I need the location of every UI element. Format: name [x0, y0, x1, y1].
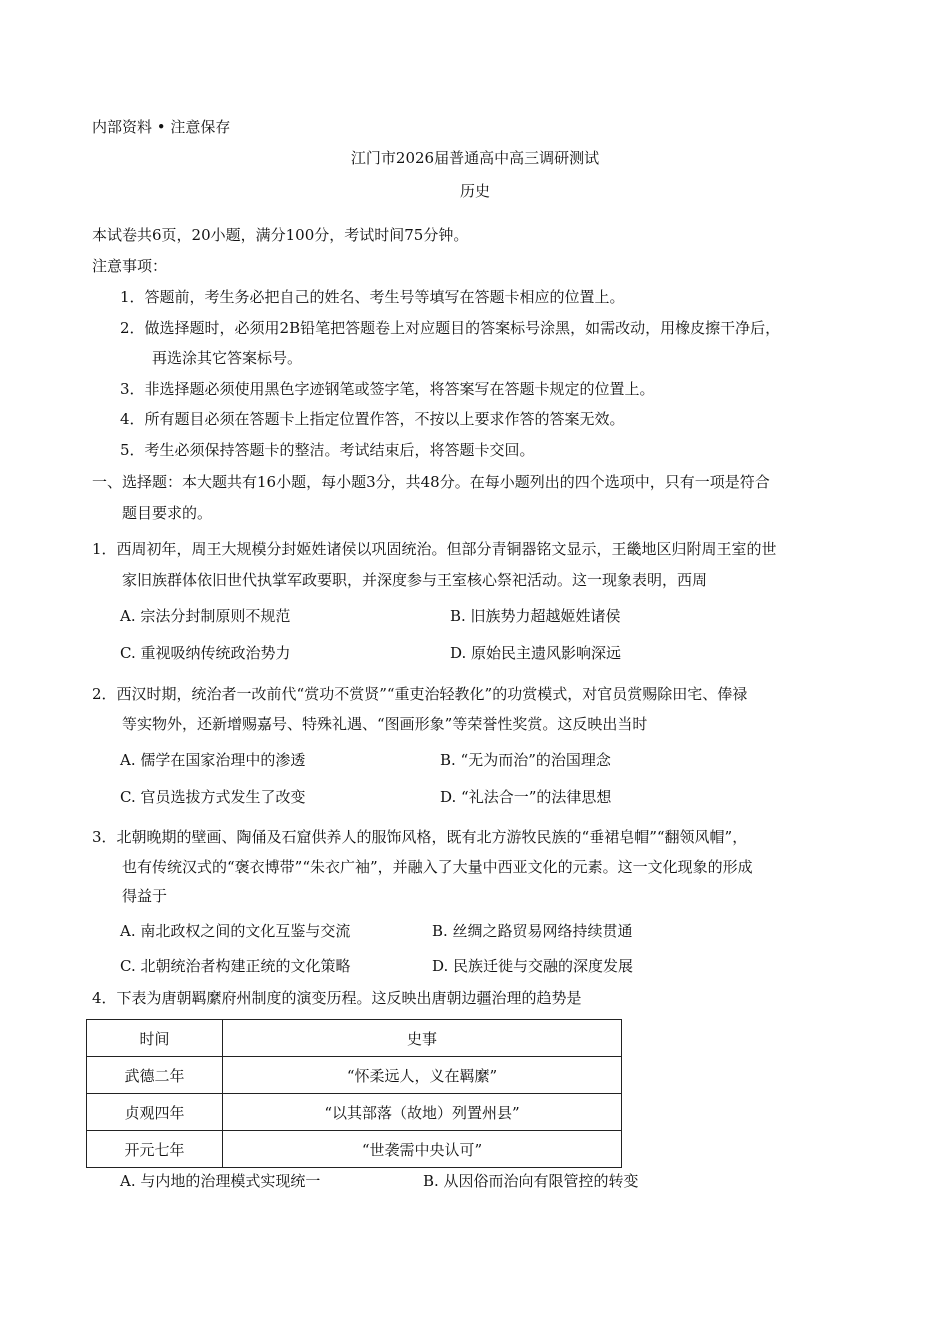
question-3-option-b: B. 丝绸之路贸易网络持续贯通 — [432, 922, 633, 940]
table-row — [87, 1057, 622, 1094]
table-row — [87, 1131, 622, 1168]
table-row — [87, 1094, 622, 1131]
exam-subject: 历史 — [459, 182, 490, 200]
question-1-option-b: B. 旧族势力超越姬姓诸侯 — [450, 607, 621, 625]
note-item: 3．非选择题必须使用黑色字迹钢笔或签字笔，将答案写在答题卡规定的位置上。 — [120, 380, 655, 398]
question-1-stem: 1．西周初年，周王大规模分封姬姓诸侯以巩固统治。但部分青铜器铭文显示，王畿地区归附周王室的世 — [92, 540, 777, 558]
section-heading: 一、选择题：本大题共有16小题，每小题3分，共48分。在每小题列出的四个选项中，只有一项是符合 — [92, 473, 770, 491]
question-2-option-c: C. 官员选拔方式发生了改变 — [120, 788, 306, 806]
question-1-option-d: D. 原始民主遗风影响深远 — [450, 644, 622, 662]
exam-intro: 本试卷共6页，20小题，满分100分，考试时间75分钟。 — [92, 226, 469, 244]
question-4-stem: 4．下表为唐朝羁縻府州制度的演变历程。这反映出唐朝边疆治理的趋势是 — [92, 989, 582, 1007]
question-3-option-d: D. 民族迁徙与交融的深度发展 — [432, 957, 634, 975]
note-item: 4．所有题目必须在答题卡上指定位置作答，不按以上要求作答的答案无效。 — [120, 410, 625, 428]
table-cell-event: “怀柔远人，义在羁縻” — [223, 1057, 622, 1094]
history-table — [86, 1019, 622, 1168]
question-3-option-c: C. 北朝统治者构建正统的文化策略 — [120, 957, 351, 975]
question-3-stem: 也有传统汉式的“褒衣博带”“朱衣广袖”，并融入了大量中西亚文化的元素。这一文化现象的形成 — [122, 858, 753, 876]
note-item-continued: 再选涂其它答案标号。 — [152, 349, 303, 367]
note-item: 2．做选择题时，必须用2B铅笔把答题卷上对应题目的答案标号涂黑，如需改动，用橡皮擦干净后， — [120, 319, 781, 337]
question-2-option-b: B. “无为而治”的治国理念 — [440, 751, 611, 769]
confidential-label: 内部资料 • 注意保存 — [92, 118, 231, 136]
note-item: 5．考生必须保持答题卡的整洁。考试结束后，将答题卡交回。 — [120, 441, 535, 459]
question-2-option-a: A. 儒学在国家治理中的渗透 — [120, 751, 306, 769]
note-item: 1．答题前，考生务必把自己的姓名、考生号等填写在答题卡相应的位置上。 — [120, 288, 625, 306]
question-2-stem: 等实物外，还新增赐嘉号、特殊礼遇、“图画形象”等荣誉性奖赏。这反映出当时 — [122, 715, 648, 733]
notes-heading: 注意事项： — [92, 257, 168, 275]
question-2-option-d: D. “礼法合一”的法律思想 — [440, 788, 612, 806]
question-1-option-a: A. 宗法分封制原则不规范 — [120, 607, 291, 625]
question-3-option-a: A. 南北政权之间的文化互鉴与交流 — [120, 922, 351, 940]
question-3-stem: 得益于 — [122, 887, 168, 905]
question-1-option-c: C. 重视吸纳传统政治势力 — [120, 644, 291, 662]
question-4-option-b: B. 从因俗而治向有限管控的转变 — [423, 1172, 639, 1190]
table-cell-time: 武德二年 — [87, 1057, 223, 1094]
table-cell-event: “世袭需中央认可” — [223, 1131, 622, 1168]
question-2-stem: 2．西汉时期，统治者一改前代“赏功不赏贤”“重吏治轻教化”的功赏模式，对官员赏赐除田宅、俸禄 — [92, 685, 748, 703]
question-4-option-a: A. 与内地的治理模式实现统一 — [120, 1172, 321, 1190]
table-cell-time: 贞观四年 — [87, 1094, 223, 1131]
section-heading-continued: 题目要求的。 — [122, 504, 213, 522]
question-3-stem: 3．北朝晚期的壁画、陶俑及石窟供养人的服饰风格，既有北方游牧民族的“垂裙皂帽”“翻领风帽”， — [92, 828, 748, 846]
exam-title: 江门市2026届普通高中高三调研测试 — [350, 149, 600, 167]
table-cell-event: “以其部落（故地）列置州县” — [223, 1094, 622, 1131]
table-header-row — [87, 1020, 622, 1057]
table-cell-time: 开元七年 — [87, 1131, 223, 1168]
question-1-stem: 家旧族群体依旧世代执掌军政要职，并深度参与王室核心祭祀活动。这一现象表明，西周 — [122, 571, 708, 589]
table-header-cell: 史事 — [223, 1020, 622, 1057]
table-header-cell: 时间 — [87, 1020, 223, 1057]
